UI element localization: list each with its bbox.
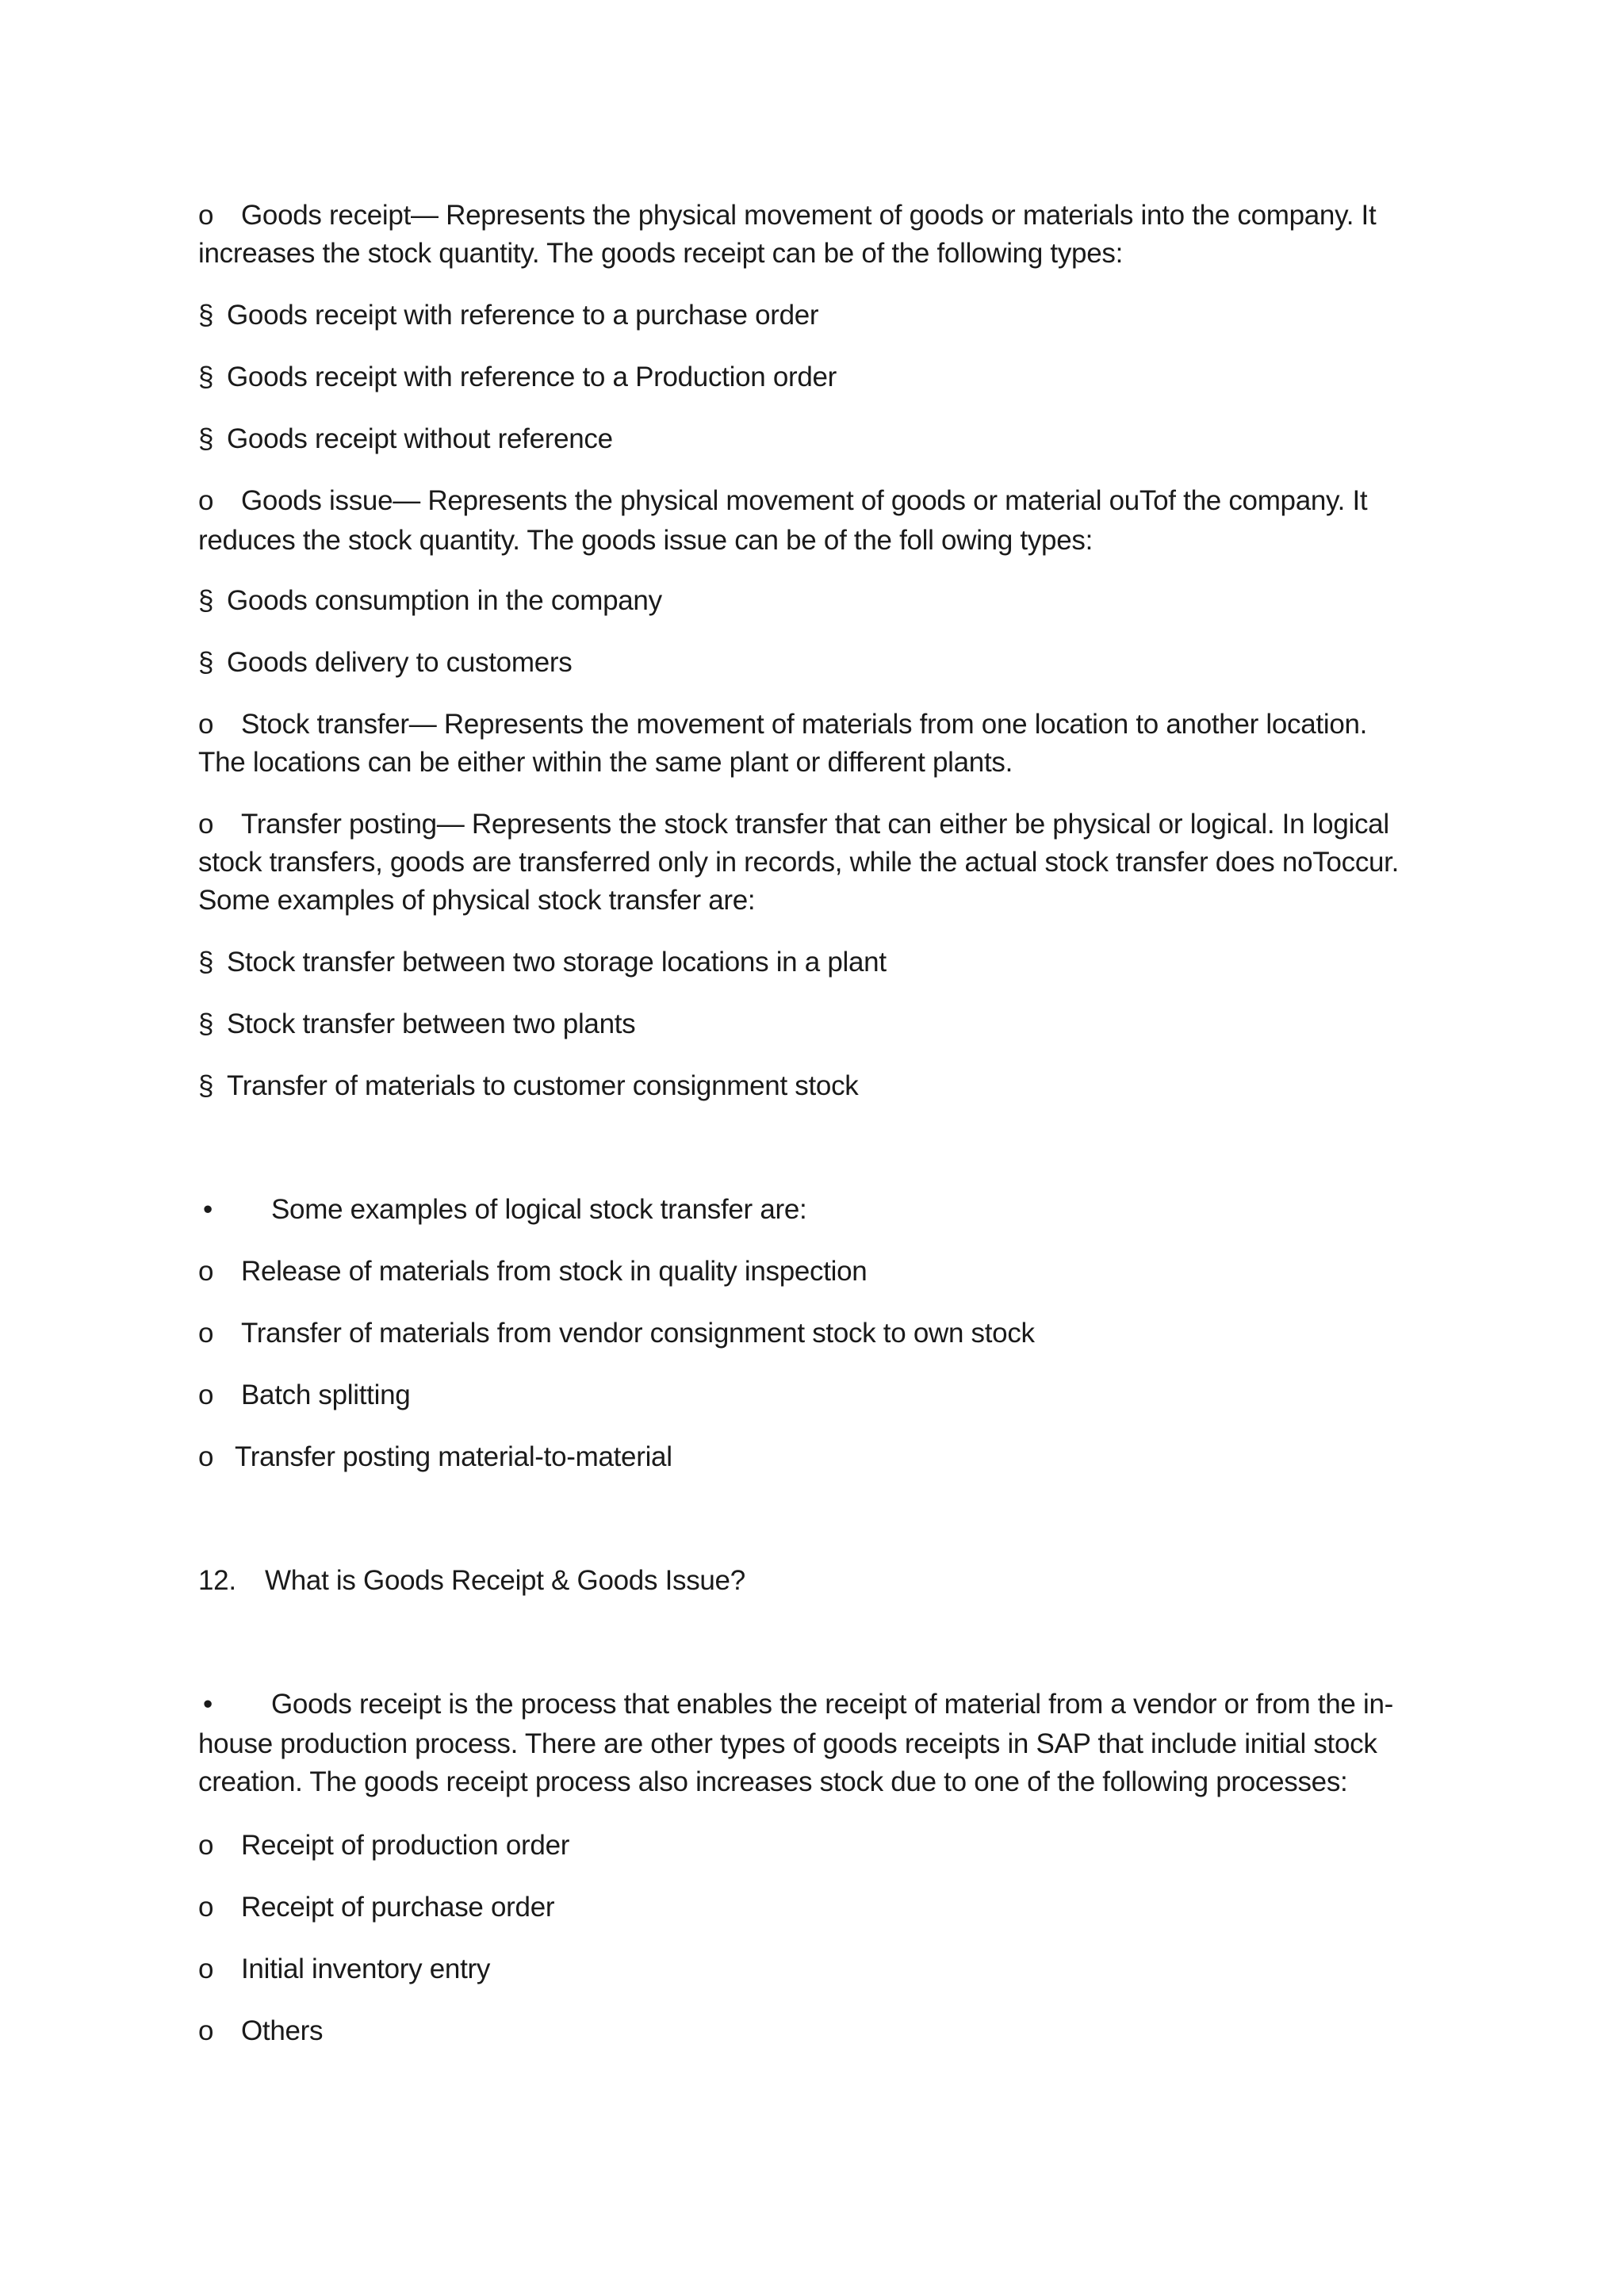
- list-marker: §: [198, 362, 214, 392]
- list-item-continuation: reduces the stock quantity. The goods issue can be of the foll owing types:: [198, 525, 1094, 556]
- list-item-continuation: stock transfers, goods are transferred only in records, while the actual stock transfer does noToccur.: [198, 847, 1400, 878]
- list-item: [198, 358, 837, 396]
- list-marker: o: [198, 1892, 214, 1923]
- list-item-text: Initial inventory entry: [241, 1954, 491, 1984]
- list-item-text: Receipt of purchase order: [241, 1892, 555, 1923]
- list-item: [198, 1314, 1035, 1353]
- list-marker: §: [198, 647, 214, 678]
- list-item: [198, 1191, 806, 1229]
- list-marker: o: [198, 1380, 214, 1410]
- list-item: [198, 420, 613, 458]
- list-item: [198, 582, 662, 620]
- list-item-text: Transfer of materials from vendor consignment stock to own stock: [241, 1318, 1035, 1349]
- list-item: [198, 297, 818, 335]
- list-item-continuation: house production process. There are other types of goods receipts in SAP that include initial stock: [198, 1728, 1377, 1759]
- list-item-text: Release of materials from stock in quality inspection: [241, 1256, 868, 1287]
- list-item: [198, 2012, 323, 2050]
- list-item: [198, 1888, 554, 1927]
- list-item-continuation: increases the stock quantity. The goods receipt can be of the following types:: [198, 238, 1124, 269]
- list-item-text: Goods receipt with reference to a purchase order: [227, 300, 819, 331]
- list-item: [198, 943, 887, 982]
- list-item-text: Receipt of production order: [241, 1830, 570, 1861]
- list-item-text: Transfer of materials to customer consignment stock: [227, 1070, 859, 1101]
- list-item: [198, 1005, 635, 1043]
- list-item: [198, 1686, 1393, 1724]
- question-heading: [198, 1562, 745, 1600]
- list-marker: o: [198, 1318, 214, 1349]
- list-item-text: Batch splitting: [241, 1380, 411, 1410]
- list-item-text: Goods receipt— Represents the physical movement of goods or materials into the company. It: [241, 200, 1377, 231]
- list-marker: o: [198, 2015, 214, 2046]
- list-marker: §: [198, 585, 214, 616]
- list-marker: o: [198, 1954, 214, 1984]
- list-item-text: Transfer posting material-to-material: [235, 1441, 672, 1472]
- list-item-continuation: Some examples of physical stock transfer are:: [198, 885, 756, 916]
- question-text: What is Goods Receipt & Goods Issue?: [265, 1565, 745, 1596]
- list-item-text: Goods delivery to customers: [227, 647, 573, 678]
- list-item-text: Goods consumption in the company: [227, 585, 662, 616]
- list-item: [198, 1067, 859, 1105]
- list-item: [198, 706, 1367, 744]
- question-number: 12.: [198, 1565, 236, 1596]
- list-marker: o: [198, 1256, 214, 1287]
- list-marker: •: [203, 1689, 213, 1720]
- list-item: [198, 806, 1389, 844]
- list-item-text: Goods receipt without reference: [227, 423, 613, 454]
- list-marker: §: [198, 423, 214, 454]
- list-item-text: Stock transfer between two plants: [227, 1008, 636, 1039]
- list-item: [198, 644, 572, 682]
- list-item-continuation: The locations can be either within the same plant or different plants.: [198, 747, 1013, 778]
- list-item: [198, 197, 1376, 235]
- list-marker: o: [198, 1441, 214, 1472]
- list-marker: §: [198, 1008, 214, 1039]
- list-marker: §: [198, 1070, 214, 1101]
- list-item: [198, 1827, 569, 1865]
- list-item: [198, 1438, 672, 1476]
- list-item-text: Transfer posting— Represents the stock transfer that can either be physical or logical. In logical: [241, 809, 1389, 840]
- list-marker: o: [198, 485, 214, 516]
- list-item: [198, 482, 1367, 520]
- list-item: [198, 1253, 867, 1291]
- list-marker: •: [203, 1194, 213, 1225]
- list-item-text: Others: [241, 2015, 324, 2046]
- list-item-text: Goods receipt with reference to a Production order: [227, 362, 837, 392]
- list-marker: o: [198, 200, 214, 231]
- list-item-continuation: creation. The goods receipt process also increases stock due to one of the following processes:: [198, 1766, 1348, 1797]
- list-marker: o: [198, 1830, 214, 1861]
- list-marker: o: [198, 709, 214, 740]
- list-item-text: Stock transfer between two storage locations in a plant: [227, 947, 887, 978]
- list-item-text: Stock transfer— Represents the movement of materials from one location to another location.: [241, 709, 1368, 740]
- list-marker: §: [198, 300, 214, 331]
- list-item-text: Some examples of logical stock transfer are:: [271, 1194, 807, 1225]
- list-marker: o: [198, 809, 214, 840]
- list-marker: §: [198, 947, 214, 978]
- list-item-text: Goods receipt is the process that enables the receipt of material from a vendor or from the in-: [271, 1689, 1393, 1720]
- list-item: [198, 1376, 410, 1414]
- list-item-text: Goods issue— Represents the physical movement of goods or material ouTof the company. It: [241, 485, 1368, 516]
- list-item: [198, 1950, 490, 1988]
